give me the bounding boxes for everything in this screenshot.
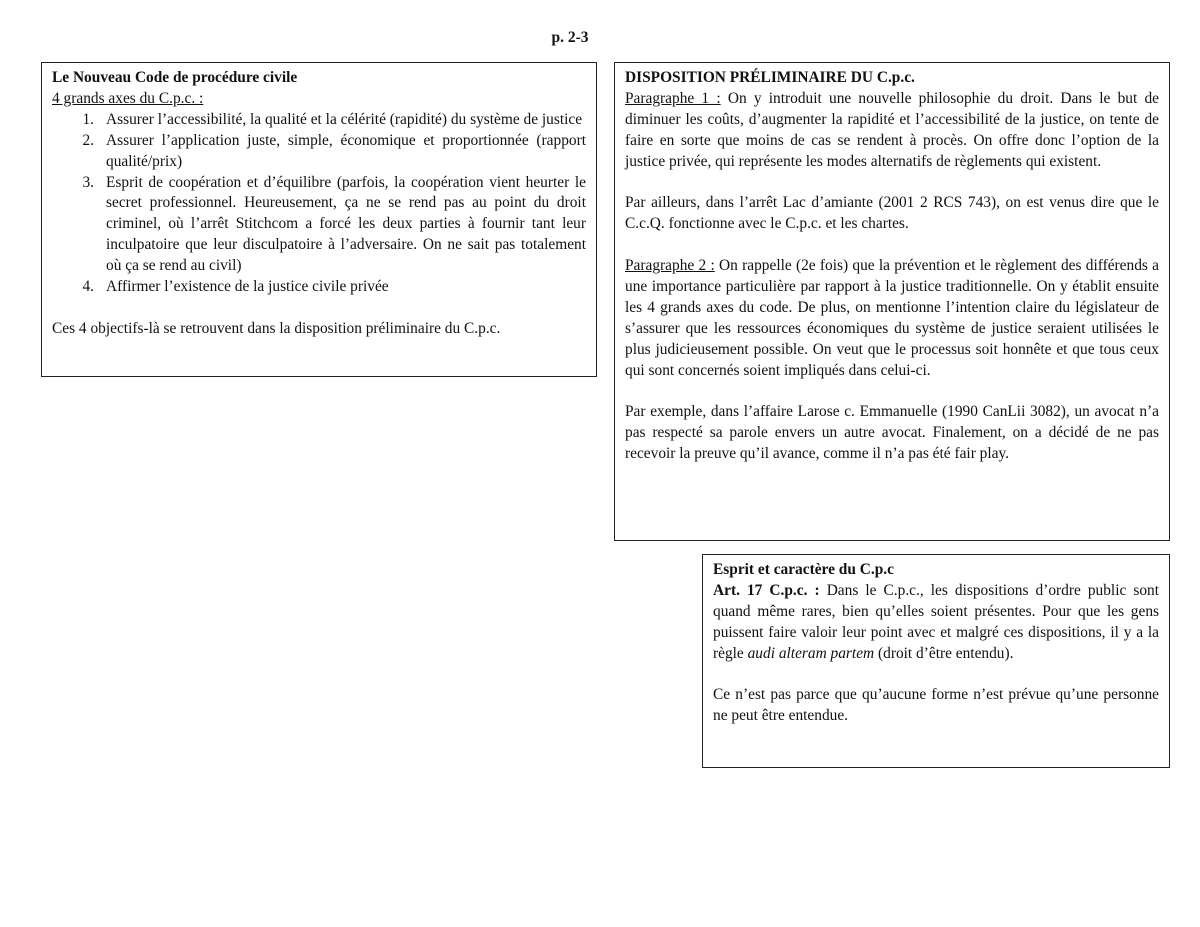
paragraph-2-text: On rappelle (2e fois) que la prévention et le règlement des différends a une importance particulière par rapport à la justice traditionnelle. On y établit ensuite les 4 grands axes du code. De plus, on mentionne l’intention claire du législateur de s’assurer que les ressources économiques du système de justice seraient utilisées le plus judicieusement possible. On veut que le processus soit honnête et que tous ceux qui sont concernés soient impliqués dans celui-ci. bbox=[625, 257, 1160, 379]
list-item-number: 3. bbox=[82, 173, 94, 191]
paragraph-1-label: Paragraphe 1 : bbox=[625, 89, 721, 107]
list-item-number: 4. bbox=[82, 278, 94, 296]
paragraph-2 bbox=[625, 256, 1159, 381]
paragraph-1-text: On y introduit une nouvelle philosophie du droit. Dans le but de diminuer les coûts, d’augmenter la rapidité et l’accessibilité de la justice, on tente de faire en sorte que moins de cas se rendent à procès. On offre donc l’option de la justice privée, qui représente les modes alternatifs de règlements qui existent. bbox=[625, 89, 1159, 170]
page-number: p. 2-3 bbox=[551, 29, 589, 46]
box-title: Esprit et caractère du C.p.c bbox=[713, 561, 894, 578]
list-item bbox=[52, 131, 586, 173]
article-17-latin: audi alteram partem bbox=[747, 644, 875, 662]
axes-list bbox=[52, 110, 586, 298]
box-subtitle: 4 grands axes du C.p.c. : bbox=[52, 89, 204, 107]
list-item-number: 1. bbox=[82, 110, 94, 128]
box-title: DISPOSITION PRÉLIMINAIRE DU C.p.c. bbox=[625, 69, 915, 86]
paragraph-larose: Par exemple, dans l’affaire Larose c. Emmanuelle (1990 CanLii 3082), un avocat n’a pas respecté sa parole envers un autre avocat. Finalement, on a décidé de ne pas recevoir la preuve qu’il avance, comme il n’a pas été fair play. bbox=[625, 403, 1159, 463]
list-item-text: Assurer l’accessibilité, la qualité et la célérité (rapidité) du système de justice bbox=[106, 110, 583, 128]
box-esprit-caractere bbox=[702, 554, 1170, 768]
box-nouveau-code bbox=[41, 62, 597, 377]
paragraph-lac-amiante: Par ailleurs, dans l’arrêt Lac d’amiante (2001 2 RCS 743), on est venus dire que le C.c.Q. fonctionne avec le C.p.c. et les chartes. bbox=[625, 194, 1159, 233]
paragraph-2-label: Paragraphe 2 : bbox=[625, 257, 715, 275]
article-17-paragraph bbox=[713, 581, 1159, 665]
article-17-label: Art. 17 C.p.c. : bbox=[713, 581, 820, 599]
list-item-text: Assurer l’application juste, simple, économique et proportionnée (rapport qualité/prix) bbox=[106, 131, 586, 170]
paragraph-1 bbox=[625, 89, 1159, 173]
list-item-text: Esprit de coopération et d’équilibre (parfois, la coopération vient heurter le secret professionnel. Heureusement, ça ne se rend pas au point du droit criminel, où l’arrêt Stitchcom a forcé les deux parties à fournir tant leur inculpatoire que leur disculpatoire à l’adversaire. On ne sait pas totalement où ça se rend au civil) bbox=[106, 173, 586, 275]
conclusion-text: Ces 4 objectifs-là se retrouvent dans la disposition préliminaire du C.p.c. bbox=[52, 319, 501, 337]
box-disposition-preliminaire bbox=[614, 62, 1170, 541]
list-item bbox=[52, 277, 586, 298]
list-item-text: Affirmer l’existence de la justice civile privée bbox=[106, 278, 389, 296]
last-paragraph: Ce n’est pas parce que qu’aucune forme n’est prévue qu’une personne ne peut être entendue. bbox=[713, 686, 1159, 725]
list-item bbox=[52, 110, 586, 131]
list-item bbox=[52, 173, 586, 278]
article-17-text-after: (droit d’être entendu). bbox=[874, 644, 1014, 662]
box-title: Le Nouveau Code de procédure civile bbox=[52, 69, 298, 86]
list-item-number: 2. bbox=[82, 131, 94, 149]
article-17-text-before: Dans le C.p.c., les dispositions d’ordre public sont quand même rares, bien qu’elles soient présentes. Pour que les gens puissent faire valoir leur point avec et malgré ces dispositions, il y a la règle bbox=[713, 581, 1160, 662]
